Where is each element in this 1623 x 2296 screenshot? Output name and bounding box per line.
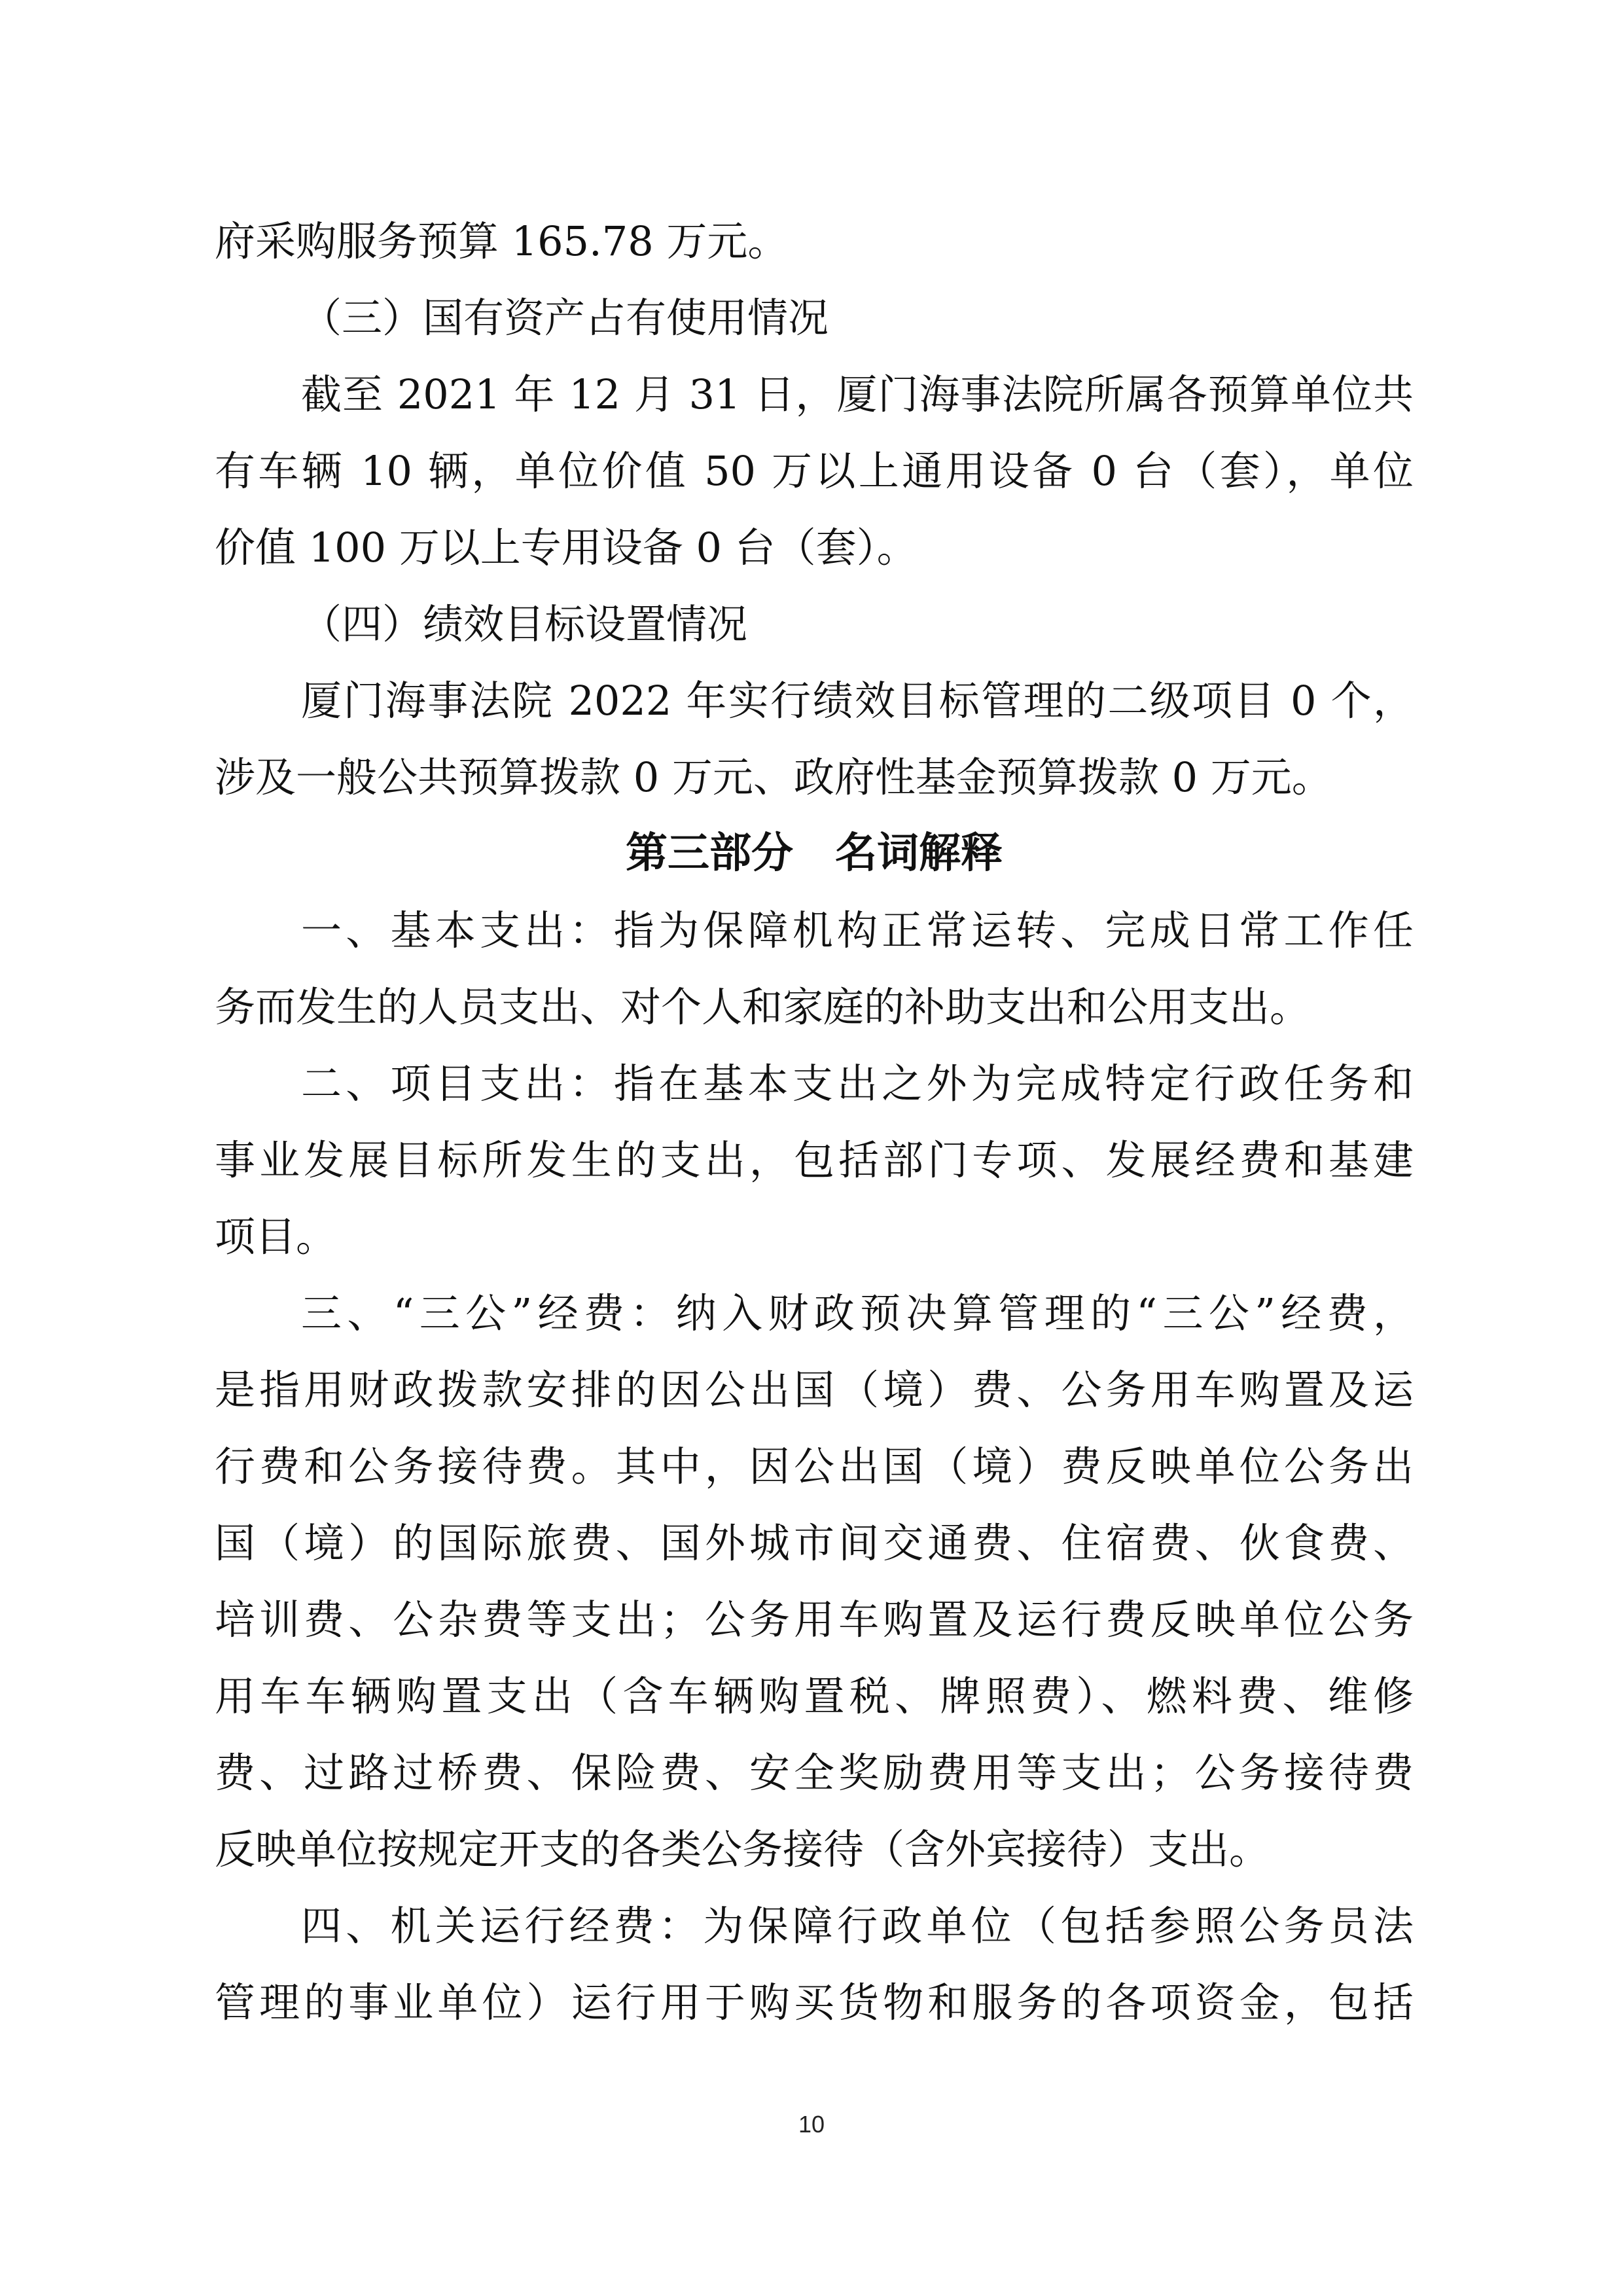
paragraph-line: 有车辆 10 辆，单位价值 50 万以上通用设备 0 台（套），单位: [215, 447, 1414, 495]
part-heading: 第三部分 名词解释: [626, 829, 1003, 878]
page-number: 10: [798, 2111, 825, 2138]
paragraph-line: 务而发生的人员支出、对个人和家庭的补助支出和公用支出。: [215, 983, 1311, 1031]
paragraph-line: 管理的事业单位）运行用于购买货物和服务的各项资金，包括: [215, 1979, 1414, 2026]
paragraph-line: 一、基本支出：指为保障机构正常运转、完成日常工作任: [301, 906, 1414, 954]
paragraph-line: 府采购服务预算 165.78 万元。: [215, 217, 789, 265]
paragraph-line: 价值 100 万以上专用设备 0 台（套）。: [215, 524, 918, 571]
paragraph-line: 项目。: [215, 1213, 337, 1261]
paragraph-line: 是指用财政拨款安排的因公出国（境）费、公务用车购置及运: [215, 1366, 1414, 1414]
paragraph-line: 用车车辆购置支出（含车辆购置税、牌照费）、燃料费、维修: [215, 1672, 1414, 1720]
paragraph-line: 四、机关运行经费：为保障行政单位（包括参照公务员法: [301, 1902, 1414, 1950]
paragraph-line: 三、“三公”经费：纳入财政预决算管理的“三公”经费，: [301, 1289, 1414, 1337]
paragraph-line: 涉及一般公共预算拨款 0 万元、政府性基金预算拨款 0 万元。: [215, 753, 1332, 801]
paragraph-line: 行费和公务接待费。其中，因公出国（境）费反映单位公务出: [215, 1443, 1414, 1490]
section-subheading: （三）国有资产占有使用情况: [301, 294, 829, 342]
paragraph-line: 培训费、公杂费等支出；公务用车购置及运行费反映单位公务: [215, 1596, 1414, 1643]
paragraph-line: 厦门海事法院 2022 年实行绩效目标管理的二级项目 0 个，: [301, 677, 1414, 725]
paragraph-line: 二、项目支出：指在基本支出之外为完成特定行政任务和: [301, 1060, 1414, 1107]
paragraph-line: 事业发展目标所发生的支出，包括部门专项、发展经费和基建: [215, 1136, 1414, 1184]
paragraph-line: 截至 2021 年 12 月 31 日，厦门海事法院所属各预算单位共: [301, 370, 1414, 418]
body-text: [215, 203, 1414, 2041]
paragraph-line: 国（境）的国际旅费、国外城市间交通费、住宿费、伙食费、: [215, 1519, 1414, 1567]
section-subheading: （四）绩效目标设置情况: [301, 600, 748, 648]
paragraph-line: 费、过路过桥费、保险费、安全奖励费用等支出；公务接待费: [215, 1749, 1414, 1797]
paragraph-line: 反映单位按规定开支的各类公务接待（含外宾接待）支出。: [215, 1825, 1270, 1873]
